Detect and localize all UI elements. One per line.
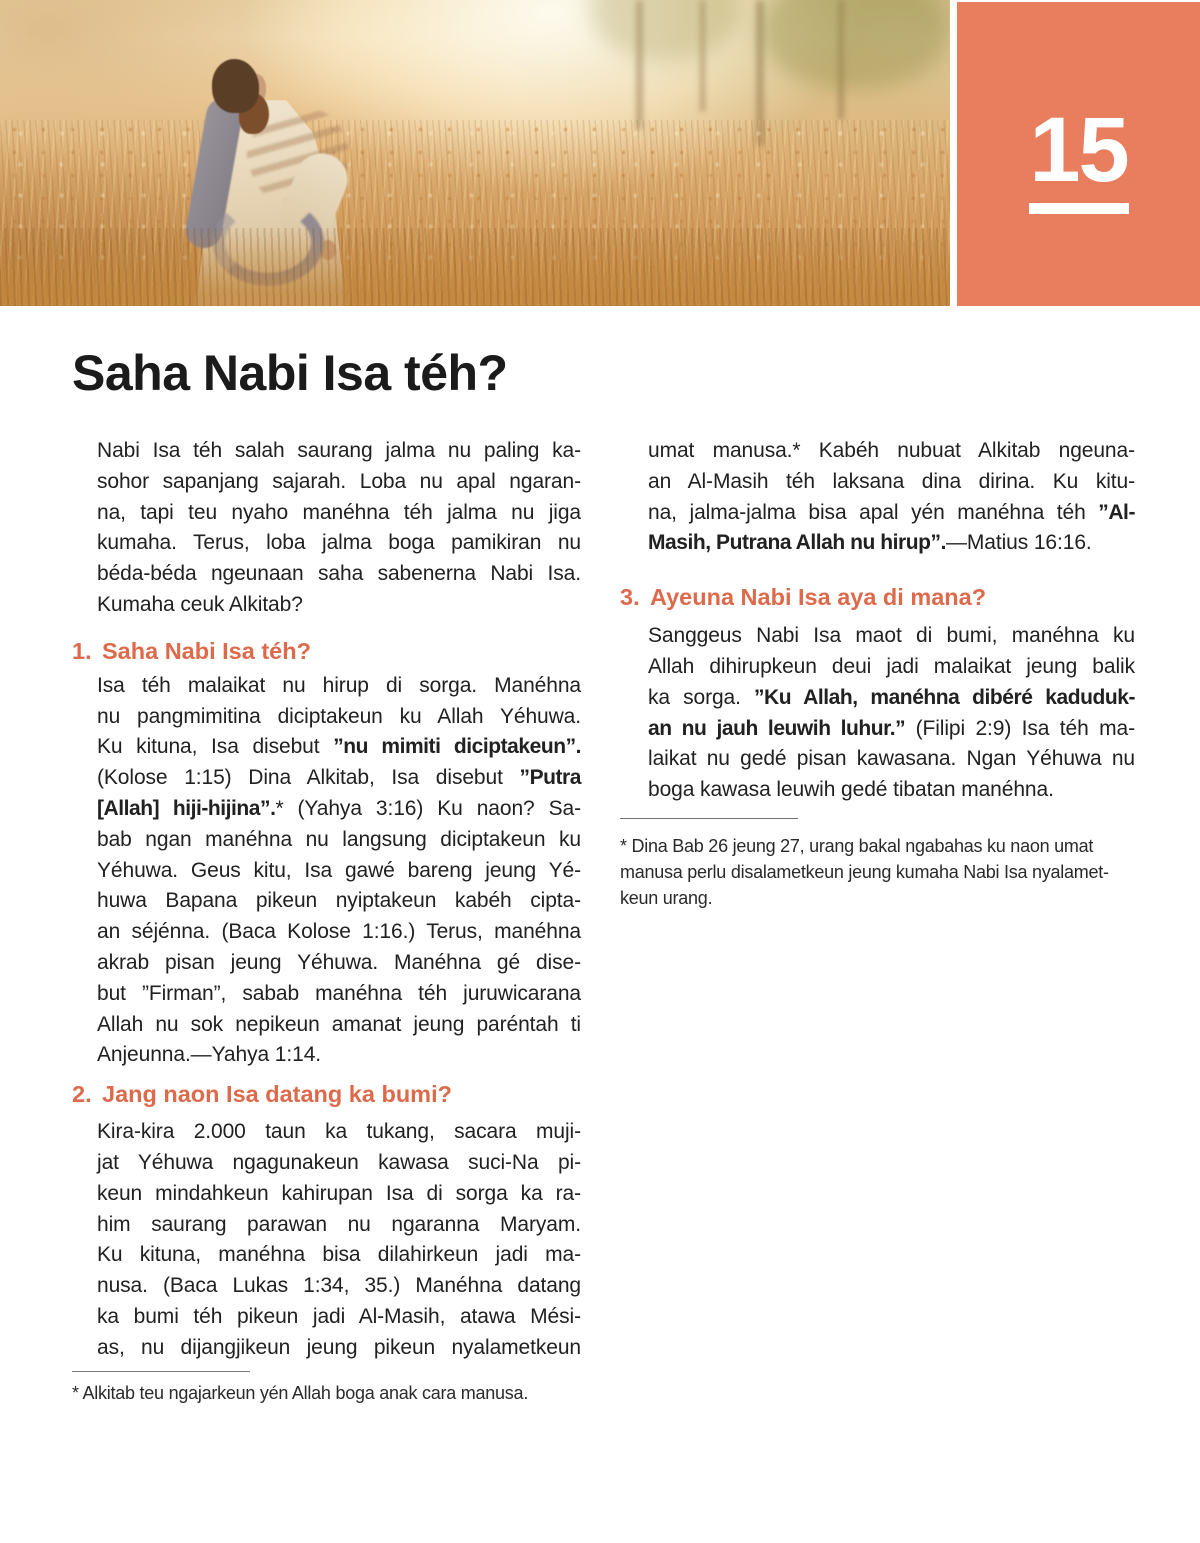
footnote-rule-left: [72, 1371, 250, 1372]
text-line: béda-béda ngeunaan saha sabenerna Nabi Isa.: [97, 562, 581, 586]
text-line: Anjeunna.—Yahya 1:14.: [97, 1043, 322, 1067]
column-left: [72, 436, 581, 1406]
section-1-paragraph: [97, 671, 581, 1071]
section-1-heading: [72, 636, 581, 666]
text-line: huwa Bapana pikeun nyiptakeun kabéh cipta-: [97, 889, 581, 913]
text-line: an Al-Masih téh laksana dina dirina. Ku kitu-: [648, 469, 1135, 493]
text-line: manusa perlu disalametkeun jeung kumaha Nabi Isa nyalamet-: [620, 861, 1109, 882]
section-3-paragraph: [648, 621, 1135, 806]
foreground-grass: [0, 228, 950, 306]
chapter-header: [0, 0, 1200, 307]
text-line: Allah dihirupkeun deui jadi malaikat jeung balik: [648, 654, 1135, 678]
text-line: Kira-kira 2.000 taun ka tukang, sacara muji-: [97, 1120, 581, 1144]
section-heading-text: Ayeuna Nabi Isa aya di mana?: [650, 584, 987, 611]
section-2-continued-paragraph: [648, 436, 1135, 559]
header-photo-man-walking-in-golden-field: [0, 0, 950, 306]
intro-paragraph: [97, 436, 581, 621]
text-line: nusa. (Baca Lukas 1:34, 35.) Manéhna datang: [97, 1274, 581, 1298]
section-number: 2.: [72, 1081, 92, 1108]
section-heading-text: Saha Nabi Isa téh?: [102, 637, 311, 664]
text-line: * Alkitab teu ngajarkeun yén Allah boga anak cara manusa.: [72, 1382, 529, 1403]
text-line: him saurang parawan nu ngaranna Maryam.: [97, 1212, 581, 1236]
text-line: Ku kituna, Isa disebut ”nu mimiti diciptakeun”.: [97, 735, 582, 759]
footnote-rule-right: [620, 818, 798, 819]
text-line: Sanggeus Nabi Isa maot di bumi, manéhna ku: [648, 624, 1135, 648]
text-line: Isa téh malaikat nu hirup di sorga. Manéhna: [97, 673, 581, 697]
section-2-paragraph: [97, 1117, 581, 1363]
text-line: Masih, Putrana Allah nu hirup”.—Matius 16:16.: [648, 531, 1092, 555]
text-line: [Allah] hiji-hijina”.* (Yahya 3:16) Ku naon? Sa-: [97, 796, 581, 820]
foliage-blob: [760, 0, 950, 90]
section-heading-text: Jang naon Isa datang ka bumi?: [102, 1081, 452, 1108]
text-line: an nu jauh leuwih luhur.” (Filipi 2:9) Isa téh ma-: [648, 716, 1135, 740]
text-line: akrab pisan jeung Yéhuwa. Manéhna gé dise-: [97, 950, 581, 974]
section-number: 3.: [620, 584, 640, 611]
chapter-badge: [957, 2, 1200, 306]
section-3-heading: [620, 582, 1135, 612]
text-line: keun urang.: [620, 887, 713, 908]
section-number: 1.: [72, 637, 92, 664]
text-line: Ku kituna, manéhna bisa dilahirkeun jadi ma-: [97, 1243, 581, 1267]
text-line: Nabi Isa téh salah saurang jalma nu paling ka-: [97, 439, 581, 462]
text-line: kumaha. Terus, loba jalma boga pamikiran nu: [97, 531, 581, 555]
footnote-left: [72, 1380, 581, 1406]
text-line: jat Yéhuwa ngagunakeun kawasa suci-Na pi-: [97, 1150, 581, 1174]
foliage-blob: [590, 0, 740, 60]
text-line: Kumaha ceuk Alkitab?: [97, 592, 303, 616]
text-line: ka sorga. ”Ku Allah, manéhna dibéré kaduduk-: [648, 685, 1135, 709]
section-2-heading: [72, 1079, 581, 1109]
text-line: na, tapi teu nyaho manéhna téh jalma nu jiga: [97, 500, 581, 524]
text-line: an séjénna. (Baca Kolose 1:16.) Terus, manéhna: [97, 920, 581, 944]
text-line: laikat nu gedé pisan kawasana. Ngan Yéhuwa nu: [648, 747, 1135, 771]
text-line: but ”Firman”, sabab manéhna téh juruwicarana: [97, 981, 581, 1005]
footnote-right: [620, 833, 1135, 911]
text-line: * Dina Bab 26 jeung 27, urang bakal ngabahas ku naon umat: [620, 835, 1094, 856]
chapter-number: 15: [1029, 99, 1128, 201]
text-line: ka bumi téh pikeun jadi Al-Masih, atawa Mési-: [97, 1304, 581, 1328]
chapter-underline: [1029, 203, 1129, 214]
text-line: bab ngan manéhna nu langsung diciptakeun ku: [97, 827, 581, 851]
text-line: Allah nu sok nepikeun amanat jeung paréntah ti: [97, 1012, 581, 1036]
figure-hair: [212, 59, 259, 113]
text-line: Yéhuwa. Geus kitu, Isa gawé bareng jeung Yé-: [97, 858, 581, 882]
text-line: boga kawasa leuwih gedé tibatan manéhna.: [648, 778, 1054, 802]
text-line: nu pangmimitina diciptakeun ku Allah Yéhuwa.: [97, 704, 581, 728]
page-title: Saha Nabi Isa téh?: [72, 345, 508, 401]
text-line: sohor sapanjang sajarah. Loba nu apal ngaran-: [97, 469, 581, 493]
column-right: [620, 436, 1135, 911]
text-line: keun mindahkeun kahirupan Isa di sorga ka ra-: [97, 1181, 581, 1205]
text-line: (Kolose 1:15) Dina Alkitab, Isa disebut ”Putra: [97, 766, 581, 790]
text-line: umat manusa.* Kabéh nubuat Alkitab ngeuna-: [648, 439, 1135, 462]
text-line: as, nu dijangjikeun jeung pikeun nyalametkeun: [97, 1335, 581, 1359]
text-line: na, jalma-jalma bisa apal yén manéhna téh ”Al-: [648, 500, 1135, 524]
